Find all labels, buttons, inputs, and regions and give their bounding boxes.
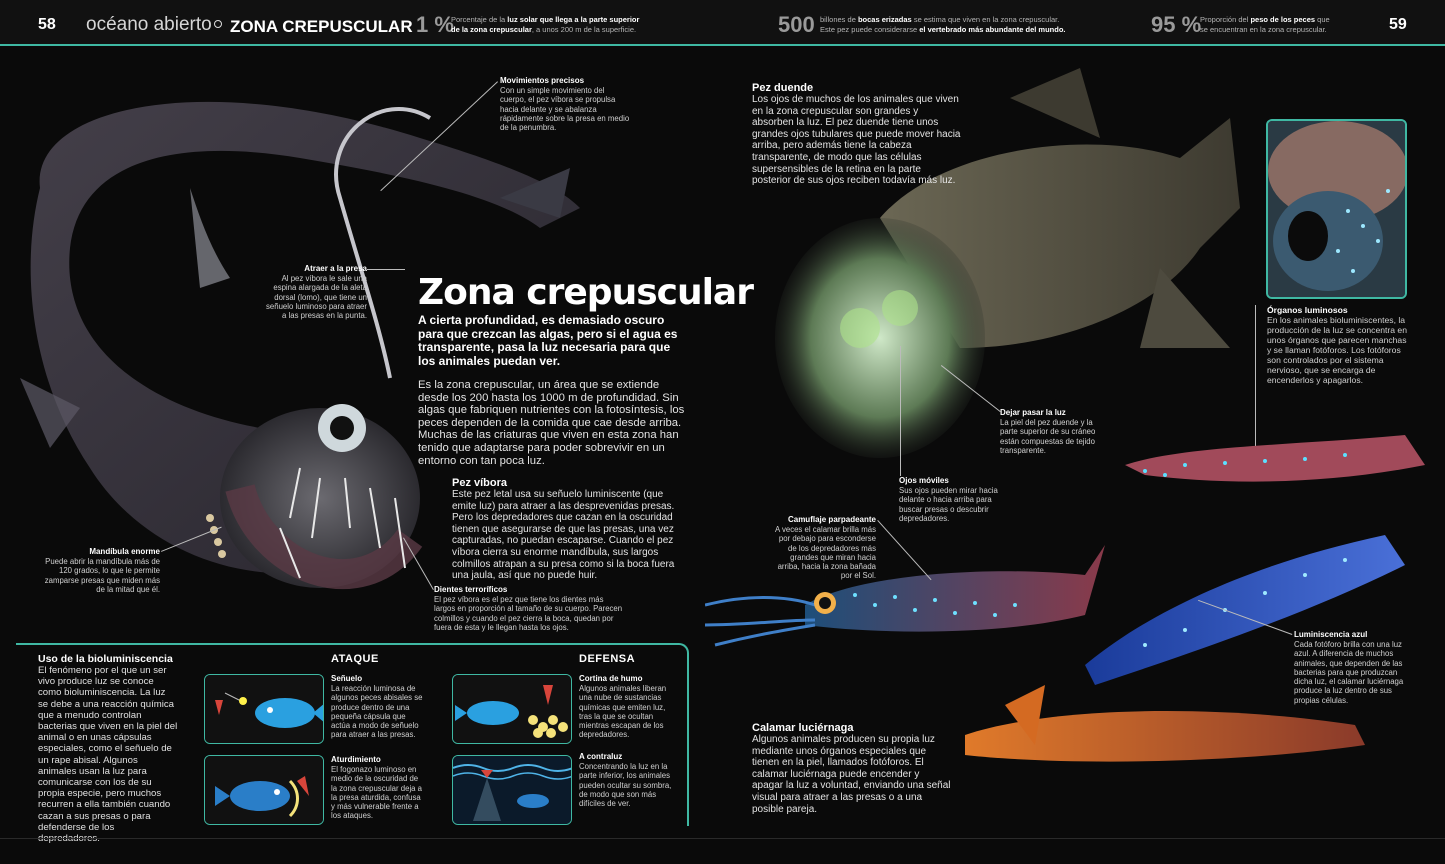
card-cortina-image: [452, 674, 572, 744]
calamar-section: [752, 722, 952, 815]
card-senuelo-image: [204, 674, 324, 744]
card-cortina: Cortina de humo Algunos animales liberan una nube de sustancias químicas que emiten luz, tras la que se ocultan mientras escapan de los depredadores.: [579, 674, 667, 740]
card-aturdimiento: Aturdimiento El fogonazo luminoso en medio de la oscuridad de la zona crepuscular deja a la presa aturdida, confusa y más vulnerable frente a los ataques.: [331, 755, 423, 821]
label-dejar-pasar: Dejar pasar la luz La piel del pez duende y la parte superior de su cráneo están compuestas de tejido transparente.: [1000, 408, 1096, 455]
organos-title: Órganos luminosos: [1267, 305, 1348, 315]
card-contraluz-image: [452, 755, 572, 825]
page-title: ZONA CREPUSCULAR: [230, 17, 413, 36]
stat-text-2: billones de bocas erizadas se estima que viven en la zona crepuscular. Este pez puede considerarse el vertebrado más abundante del mundo.: [820, 15, 1066, 34]
bio-title: Uso de la bioluminiscencia: [38, 653, 173, 665]
page-number-right: 59: [1389, 16, 1407, 33]
section-name: océano abierto: [86, 14, 212, 35]
label-dientes: Dientes terroríficos El pez víbora es el pez que tiene los dientes más largos en proporción al tamaño de su cuerpo. Parecen colmillos y cuando el pez cierra la boca, quedan por fuera de esta y le llegan hasta los ojos.: [434, 585, 623, 632]
label-movimientos: Movimientos precisos Con un simple movimiento del cuerpo, el pez víbora se propulsa hacia delante y se abalanza rápidamente sobre la presa en medio de la penumbra.: [500, 76, 630, 133]
pez-vibora-title: Pez víbora: [452, 477, 508, 489]
label-luminiscencia-azul: Luminiscencia azul Cada fotóforo brilla con una luz azul. A diferencia de muchos animales, que dependen de las bacterias para que produzcan dicha luz, el calamar luciérnaga produce la luz dentro de sus propias células.: [1294, 630, 1404, 705]
calamar-body: Algunos animales producen su propia luz mediante unos órganos especiales que tienen en la piel, llamados fotóforos. El calamar luciérnaga puede encender y apagar la luz a voluntad, enviando una señal visual para atraer a las presas o a una posible pareja.: [752, 734, 951, 815]
page-footer-line: [0, 838, 1445, 839]
stat-value-1: 1 %: [416, 12, 454, 37]
stat-text-3: Proporción del peso de los peces que se encuentran en la zona crepuscular.: [1200, 15, 1330, 34]
card-contraluz: A contraluz Concentrando la luz en la parte inferior, los animales pueden ocultar su sombra, de modo que son más difíciles de ver.: [579, 752, 672, 809]
page-header: [0, 0, 1445, 46]
label-mandibula: Mandíbula enorme Puede abrir la mandíbula más de 120 grados, lo que le permite zamparse presas que miden más de la mitad que él.: [44, 547, 160, 594]
card-senuelo: Señuelo La reacción luminosa de algunos peces abisales se produce dentro de una pequeña cápsula que actúa a modo de señuelo para atraer a las presas.: [331, 674, 423, 740]
separator-dot: [214, 20, 222, 28]
main-body: Es la zona crepuscular, un área que se extiende desde los 200 hasta los 1000 m de profundidad. Sin algas que fabriquen nutrientes con la fotosíntesis, los peces dependen de la comida que cae desde arriba. Muchas de las criaturas que viven en esta zona han tenido que adaptarse para poder sobrevivir en un entorno con tan poca luz.: [418, 379, 685, 467]
bio-body: El fenómeno por el que un ser vivo produce luz se conoce como bioluminiscencia. La luz se debe a una reacción química que a menudo controlan bacterias que viven en la piel del animal o en unas cápsulas especiales, como el señuelo de un rape abisal. Algunos animales usan la luz para comunicarse con los de su propia especie, pero muchos recurren a ella también cuando cazan a sus presas o para defenderse de los depredadores.: [38, 665, 178, 845]
organos-body: En los animales bioluminiscentes, la producción de la luz se concentra en unos órganos que parecen manchas y se llaman fotóforos. Los fotóforos son controlados por el sistema nervioso, que se encarga de encenderlos y apagarlos.: [1267, 315, 1407, 385]
pez-vibora-section: [452, 477, 678, 582]
pez-duende-section: [752, 82, 962, 187]
pez-duende-body: Los ojos de muchos de los animales que viven en la zona crepuscular son grandes y absorben la luz. El pez duende tiene unos grandes ojos tubulares que puede mover hacia arriba, pero además tiene la cabeza transparente, de modo que las células supersensibles de la retina en la parte posterior de sus ojos reciben todavía más luz.: [752, 94, 961, 187]
stat-value-2: 500: [778, 12, 815, 37]
bio-section: [38, 653, 178, 844]
main-heading: Zona crepuscular: [418, 272, 753, 313]
lead-paragraph: A cierta profundidad, es demasiado oscuro para que crezcan las algas, pero si el agua es transparente, pasa la luz necesaria para que los animales puedan ver.: [418, 313, 678, 368]
ataque-title: ATAQUE: [331, 653, 379, 665]
card-aturdimiento-image: [204, 755, 324, 825]
label-atraer: Atraer a la presa Al pez víbora le sale una espina alargada de la aleta dorsal (lomo), que tiene un señuelo luminoso para atraer a las presas en la punta.: [266, 264, 367, 321]
calamar-title: Calamar luciérnaga: [752, 722, 854, 734]
photophore-closeup-image: [1266, 119, 1407, 299]
pez-duende-title: Pez duende: [752, 82, 814, 94]
pez-vibora-body: Este pez letal usa su señuelo luminiscente (que emite luz) para atraer a las desprevenidas presas. Pero los depredadores que cazan en la oscuridad tienen que asegurarse de que las presas, una vez capturadas, no puedan escaparse. Cuando el pez víbora cierra su enorme mandíbula, sus largos colmillos atrapan a su presa como si la boca fuera una jaula, así que no puede huir.: [452, 489, 675, 582]
page-number-left: 58: [38, 16, 56, 33]
stat-text-1: Porcentaje de la luz solar que llega a la parte superior de la zona crepuscular, a unos 200 m de la superficie.: [451, 15, 640, 34]
stat-value-3: 95 %: [1151, 12, 1202, 37]
leader-line: [367, 269, 405, 270]
label-ojos-moviles: Ojos móviles Sus ojos pueden mirar hacia delante o hacia arriba para buscar presas o descubrir depredadores.: [899, 476, 998, 523]
organos-section: [1267, 305, 1409, 385]
label-camuflaje: Camuflaje parpadeante A veces el calamar brilla más por debajo para esconderse de los depredadores más grandes que miran hacia arriba, hacia la zona bañada por el Sol.: [775, 515, 876, 581]
defensa-title: DEFENSA: [579, 653, 636, 665]
